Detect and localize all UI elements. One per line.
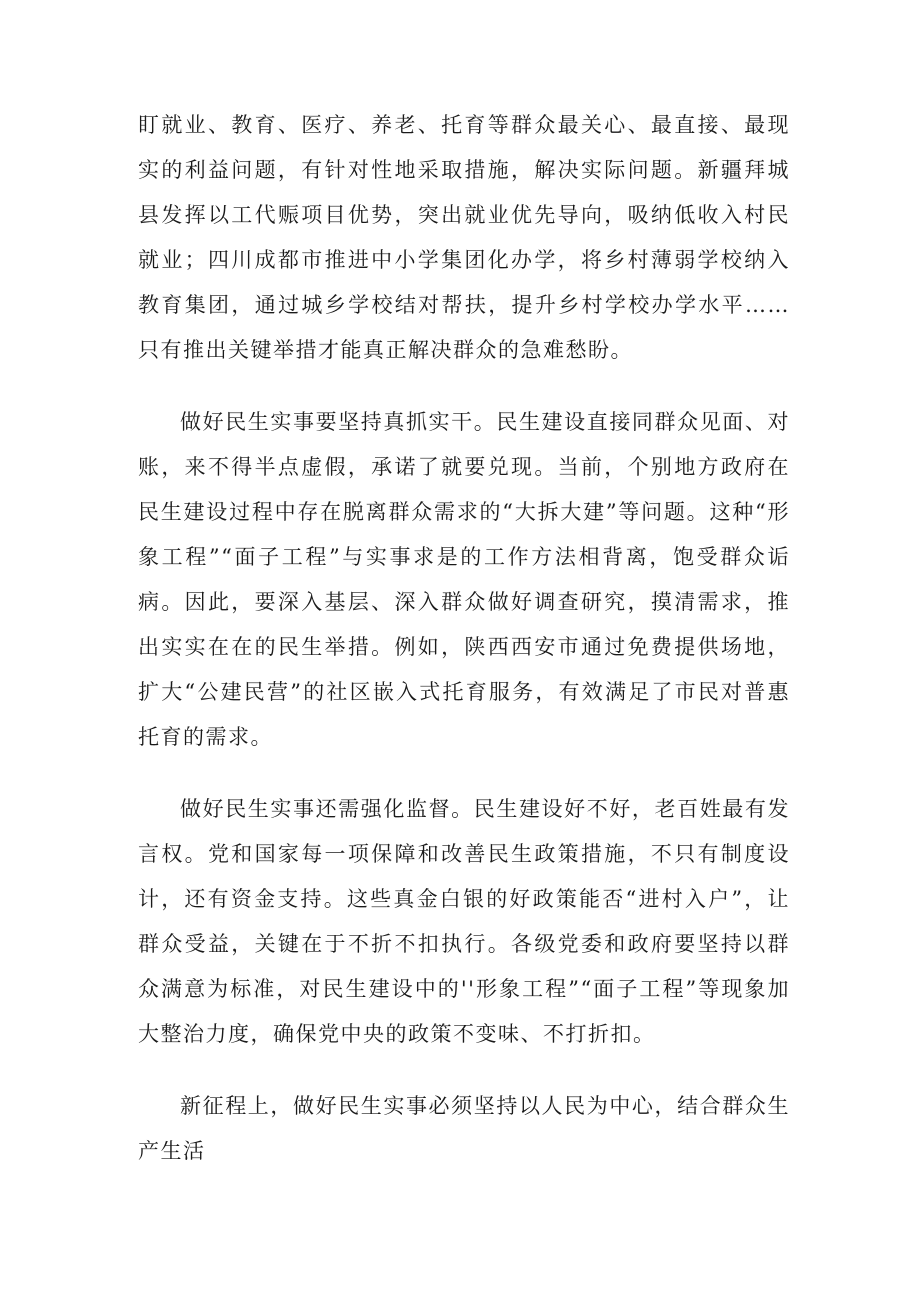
- paragraph-real-work: 做好民生实事要坚持真抓实干。民生建设直接同群众见面、对账，来不得半点虚假，承诺了就要兑现。当前，个别地方政府在民生建设过程中存在脱离群众需求的“大拆大建”等问题。这种“形象工程”“面子工程”与实事求是的工作方法相背离，饱受群众诟病。因此，要深入基层、深入群众做好调查研究，摸清需求，推出实实在在的民生举措。例如，陕西西安市通过免费提供场地，扩大“公建民营”的社区嵌入式托育服务，有效满足了市民对普惠托育的需求。: [138, 410, 790, 749]
- paragraph-supervision: 做好民生实事还需强化监督。民生建设好不好，老百姓最有发言权。党和国家每一项保障和改善民生政策措施，不只有制度设计，还有资金支持。这些真金白银的好政策能否“进村入户”，让群众受益，关键在于不折不扣执行。各级党委和政府要坚持以群众满意为标准，对民生建设中的''形象工程”“面子工程”等现象加大整治力度，确保党中央的政策不变味、不打折扣。: [138, 797, 790, 1046]
- paragraph-new-journey: 新征程上，做好民生实事必须坚持以人民为中心，结合群众生产生活: [138, 1094, 790, 1163]
- document-body: [138, 103, 790, 1201]
- paragraph-continuation: 盯就业、教育、医疗、养老、托育等群众最关心、最直接、最现实的利益问题，有针对性地采取措施，解决实际问题。新疆拜城县发挥以工代赈项目优势，突出就业优先导向，吸纳低收入村民就业；四川成都市推进中小学集团化办学，将乡村薄弱学校纳入教育集团，通过城乡学校结对帮扶，提升乡村学校办学水平……只有推出关键举措才能真正解决群众的急难愁盼。: [138, 113, 790, 362]
